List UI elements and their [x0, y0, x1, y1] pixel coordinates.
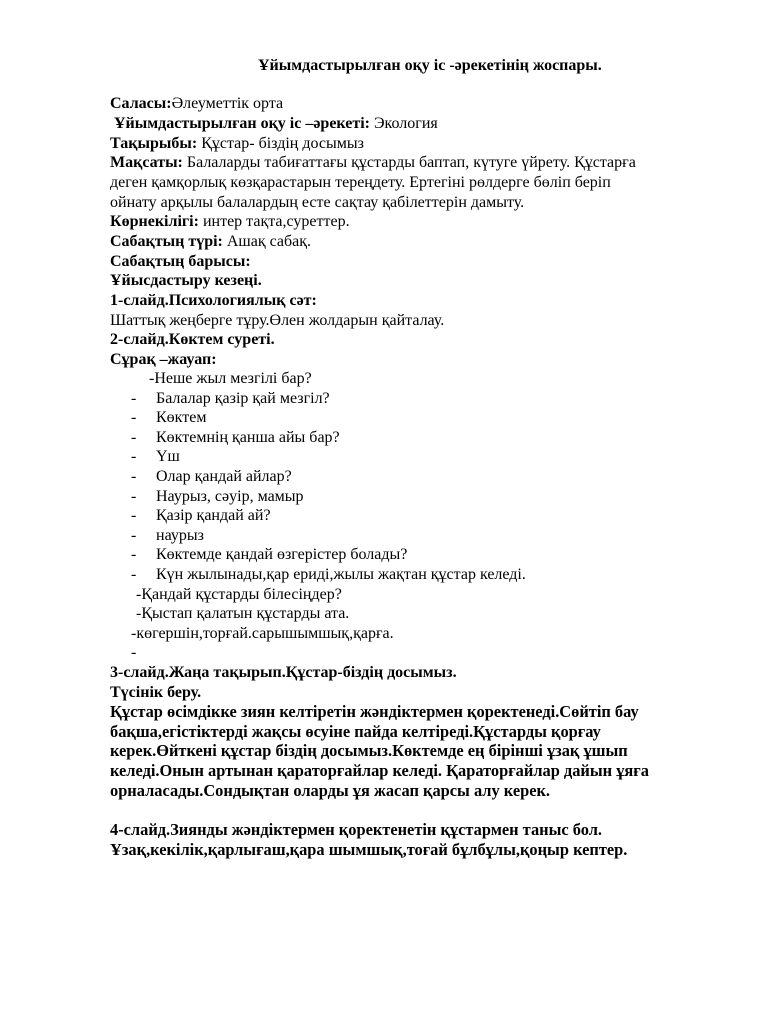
qa-first-line: -Неше жыл мезгілі бар? [149, 370, 312, 387]
list-item-text: Олар қандай айлар? [156, 468, 292, 485]
field-label: Мақсаты: [110, 154, 183, 171]
bullet-dash: - [131, 644, 137, 661]
list-item-text: Балалар қазір қай мезгіл? [156, 390, 330, 407]
list-item-text: Қазір қандай ай? [156, 507, 271, 524]
slide3-paragraph-line: керек.Өйткені құстар біздің досымыз.Көктемде ең бірінші ұзақ ұшып [110, 741, 628, 760]
section-kezen: Ұйысдастыру кезеңі. [110, 272, 262, 289]
bullet-dash: - [131, 468, 137, 485]
field-sabak-turi [110, 232, 311, 251]
field-salasy [110, 94, 283, 113]
list-item-text: Үш [156, 448, 180, 465]
list-item-text: Наурыз, сәуір, мамыр [156, 488, 304, 505]
field-label: Ұйымдастырылған оқу іс –әрекеті: [114, 115, 370, 132]
list-item-text: наурыз [156, 527, 204, 544]
qa-after-1: -Қандай құстарды білесіңдер? [136, 586, 342, 603]
slide4-heading: 4-слайд.Зиянды жәндіктермен қоректенетін құстармен таныс бол. [110, 820, 602, 839]
field-value: Экология [369, 115, 438, 132]
field-label: Саласы: [110, 95, 172, 112]
field-value: Ашақ сабақ. [222, 233, 312, 250]
bullet-dash: - [131, 390, 137, 407]
field-takyryby [110, 134, 364, 153]
bullet-dash: - [131, 527, 137, 544]
field-oku [114, 114, 438, 133]
field-label: Тақырыбы: [110, 135, 198, 152]
slide3-paragraph-line: бақша,егістіктерді жақсы өсуіне пайда келтіреді.Құстарды қорғау [110, 722, 601, 741]
bullet-dash: - [131, 566, 137, 583]
list-item-text: Көктемнің қанша айы бар? [156, 429, 340, 446]
field-value: Құстар- біздің досымыз [197, 135, 364, 152]
slide3-paragraph-line: Құстар өсімдікке зиян келтіретін жәндіктермен қоректенеді.Сөйтіп бау [110, 702, 639, 721]
slide3-heading: 3-слайд.Жаңа тақырып.Құстар-біздің досымыз. [110, 664, 457, 681]
list-item-text: Көктемде қандай өзгерістер болады? [156, 546, 408, 563]
field-maksaty [110, 153, 636, 172]
qa-after-2: -Қыстап қалатын құстарды ата. [136, 605, 350, 622]
field-value: Балаларды табиғаттағы құстарды баптап, күтуге үйрету. Құстарға [182, 154, 636, 171]
bullet-dash: - [131, 507, 137, 524]
maksaty-line-3: ойнату арқылы балалардың есте сақтау қабілеттерін дамыту. [110, 194, 525, 211]
field-value: Әлеуметтік орта [171, 95, 284, 112]
slide2-heading: 2-слайд.Көктем суреті. [110, 331, 275, 348]
qa-heading: Сұрақ –жауап: [110, 351, 217, 368]
bullet-dash: - [131, 546, 137, 563]
qa-after-3: -көгершін,торғай.сарышымшық,қарға. [131, 625, 394, 642]
field-label: Сабақтың түрі: [110, 233, 223, 250]
field-kornekiligi [110, 212, 350, 231]
bullet-dash: - [131, 409, 137, 426]
slide1-text: Шаттық жеңберге тұру.Өлен жолдарын қайталау. [110, 312, 445, 329]
field-label: Көрнекілігі: [110, 213, 199, 230]
slide3-paragraph-line: келеді.Онын артынан қараторғайлар келеді. Қараторғайлар дайын ұяға [110, 761, 649, 780]
bullet-dash: - [131, 448, 137, 465]
list-item-text: Көктем [156, 409, 207, 426]
bullet-dash: - [131, 488, 137, 505]
section-barysy: Сабақтың барысы: [110, 253, 251, 270]
list-item-text: Күн жылынады,қар ериді,жылы жақтан құстар келеді. [156, 566, 526, 583]
slide1-heading: 1-слайд.Психологиялық сәт: [110, 292, 317, 309]
slide3-subheading: Түсінік беру. [110, 684, 202, 701]
document-title: Ұйымдастырылған оқу іс -әрекетінің жоспары. [258, 57, 602, 74]
slide3-paragraph-line: орналасады.Сондықтан оларды ұя жасап қарсы алу керек. [110, 781, 551, 800]
maksaty-line-2: деген қамқорлық көзқарастарын тереңдету. Ертегіні рөлдерге бөліп беріп [110, 174, 611, 191]
field-value: интер тақта,суреттер. [198, 213, 350, 230]
bullet-dash: - [131, 429, 137, 446]
slide4-birds: Ұзақ,кекілік,қарлығаш,қара шымшық,тоғай бұлбұлы,қоңыр кептер. [110, 840, 628, 859]
